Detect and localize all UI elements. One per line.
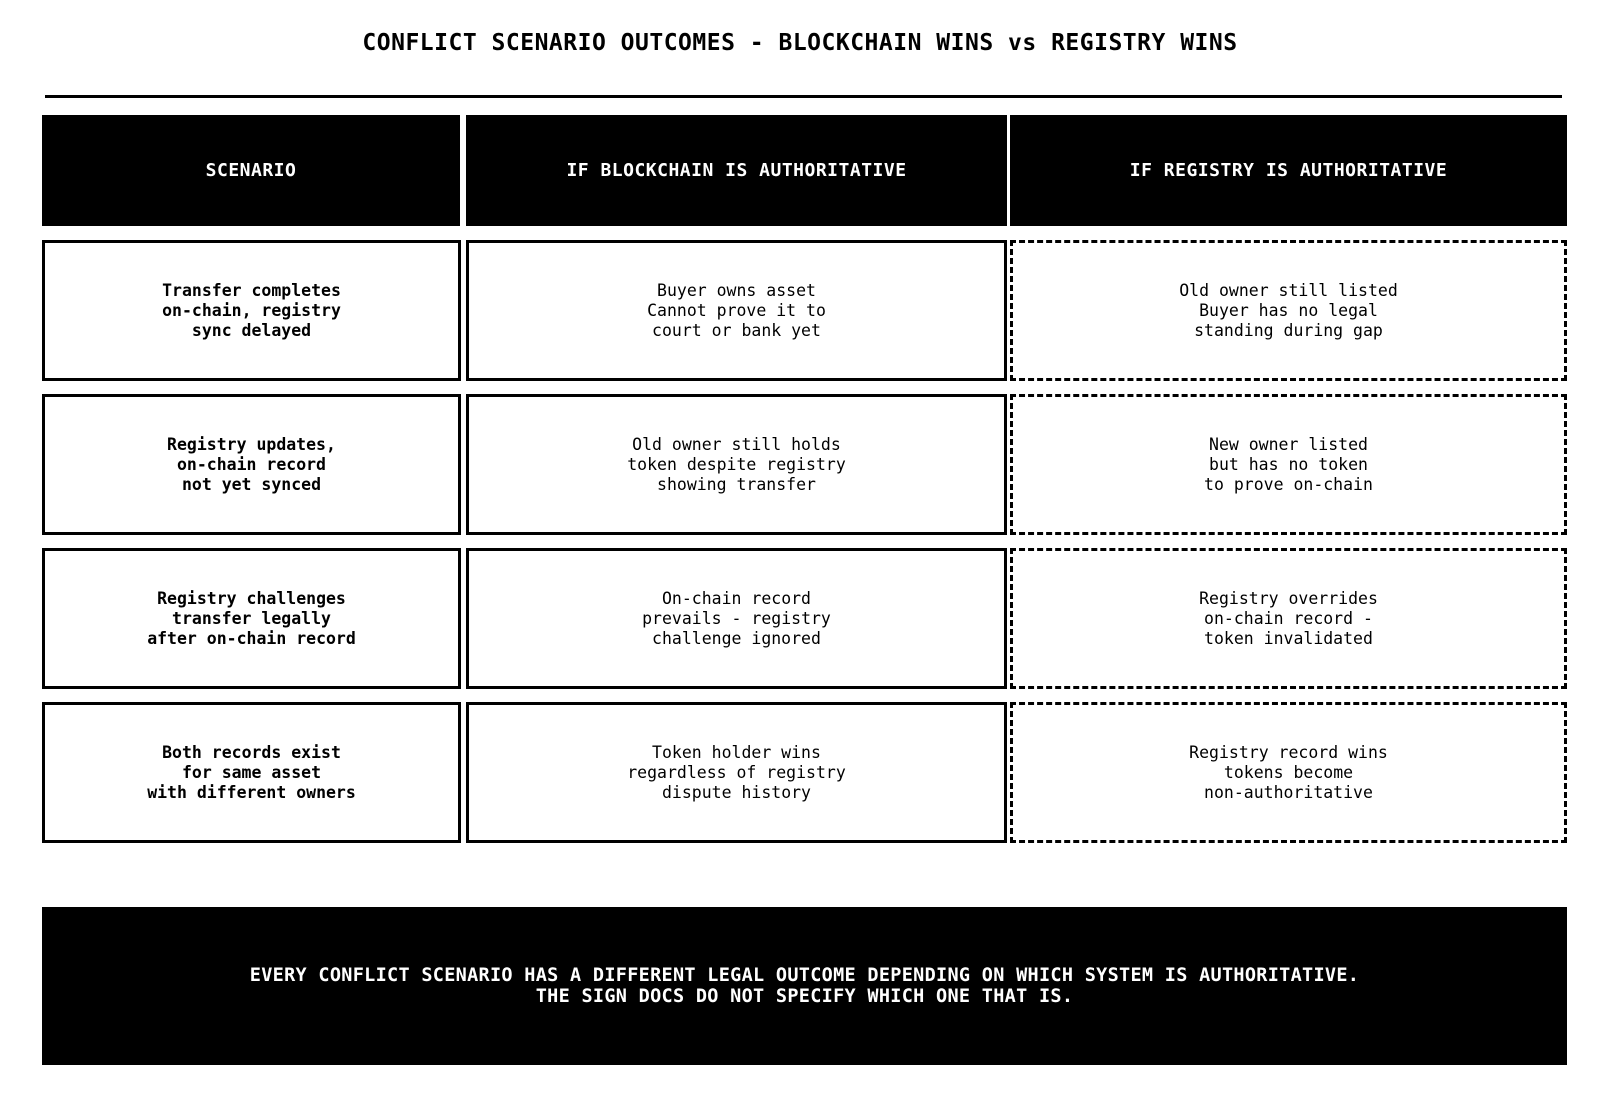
title-divider	[45, 95, 1562, 98]
header-blockchain-authoritative: IF BLOCKCHAIN IS AUTHORITATIVE	[466, 115, 1007, 226]
registry-outcome-cell: Registry record wins tokens become non-authoritative	[1010, 702, 1567, 843]
blockchain-outcome-cell: Token holder wins regardless of registry dispute history	[466, 702, 1007, 843]
registry-outcome-cell: Old owner still listed Buyer has no legal standing during gap	[1010, 240, 1567, 381]
scenario-cell: Registry challenges transfer legally after on-chain record	[42, 548, 461, 689]
registry-outcome-cell: New owner listed but has no token to prove on-chain	[1010, 394, 1567, 535]
conclusion-banner	[42, 907, 1567, 1065]
diagram-title: CONFLICT SCENARIO OUTCOMES - BLOCKCHAIN WINS vs REGISTRY WINS	[362, 30, 1238, 56]
header-scenario: SCENARIO	[42, 115, 460, 226]
conclusion-line-2: THE SIGN DOCS DO NOT SPECIFY WHICH ONE THAT IS.	[535, 986, 1074, 1007]
header-registry-authoritative: IF REGISTRY IS AUTHORITATIVE	[1010, 115, 1567, 226]
blockchain-outcome-cell: Buyer owns asset Cannot prove it to court or bank yet	[466, 240, 1007, 381]
registry-outcome-cell: Registry overrides on-chain record - token invalidated	[1010, 548, 1567, 689]
blockchain-outcome-cell: Old owner still holds token despite registry showing transfer	[466, 394, 1007, 535]
blockchain-outcome-cell: On-chain record prevails - registry challenge ignored	[466, 548, 1007, 689]
conclusion-line-1: EVERY CONFLICT SCENARIO HAS A DIFFERENT LEGAL OUTCOME DEPENDING ON WHICH SYSTEM IS AUTHORITATIVE.	[249, 965, 1360, 986]
scenario-cell: Both records exist for same asset with different owners	[42, 702, 461, 843]
scenario-cell: Transfer completes on-chain, registry sync delayed	[42, 240, 461, 381]
scenario-cell: Registry updates, on-chain record not yet synced	[42, 394, 461, 535]
